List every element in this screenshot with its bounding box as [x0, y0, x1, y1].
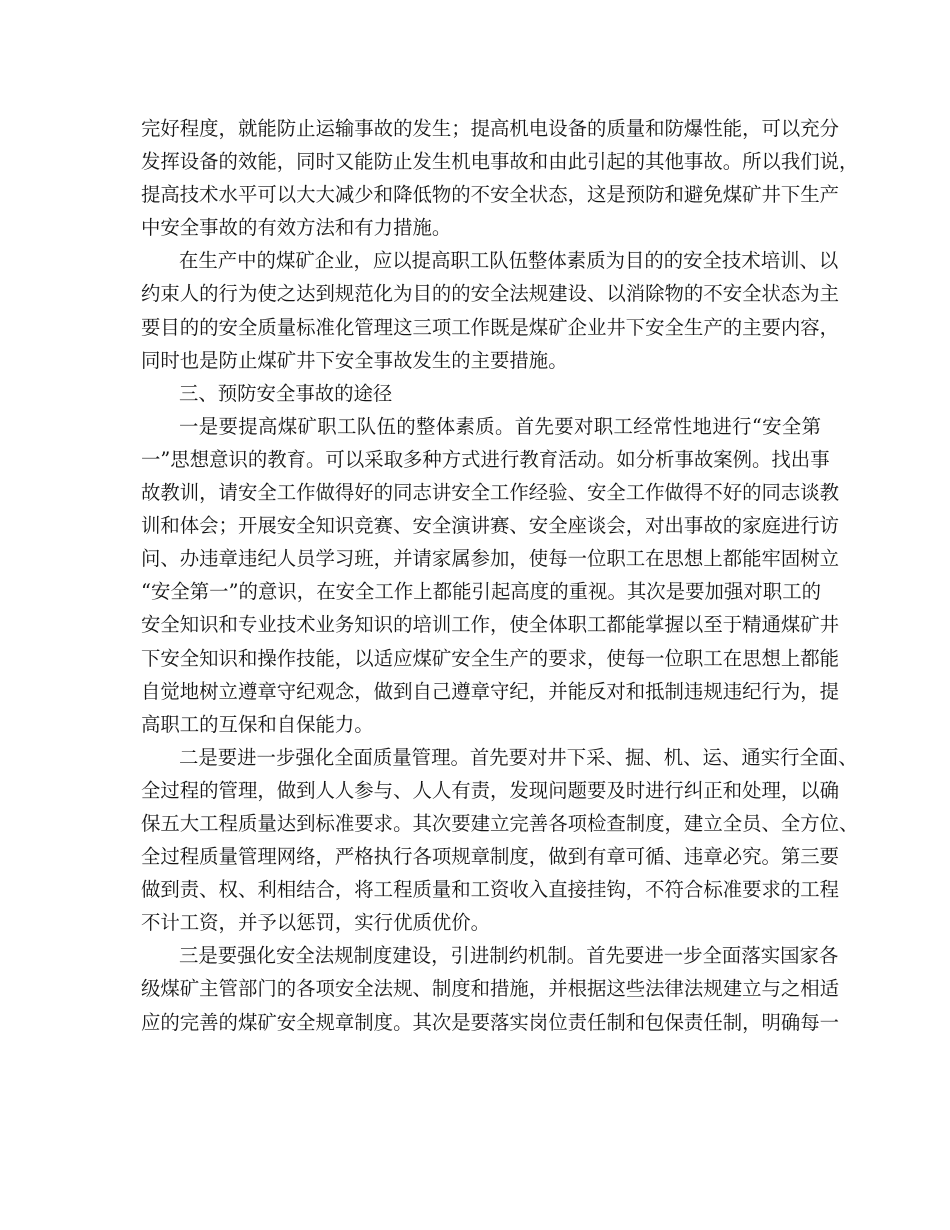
text-line: 一是要提高煤矿职工队伍的整体素质。首先要对职工经常性地进行“安全第 [179, 414, 821, 438]
text-line: 下安全知识和操作技能，以适应煤矿安全生产的要求，使每一位职工在思想上都能 [141, 646, 840, 670]
text-line: 一”思想意识的教育。可以采取多种方式进行教育活动。如分析事故案例。找出事 [141, 447, 830, 471]
text-line: 问、办违章违纪人员学习班，并请家属参加，使每一位职工在思想上都能牢固树立 [141, 547, 840, 571]
text-line: 不计工资，并予以惩罚，实行优质优价。 [141, 911, 491, 935]
text-line: 约束人的行为使之达到规范化为目的的安全法规建设、以消除物的不安全状态为主 [141, 282, 840, 306]
text-line: 提高技术水平可以大大减少和降低物的不安全状态，这是预防和避免煤矿井下生产 [141, 183, 840, 207]
text-line: 发挥设备的效能，同时又能防止发生机电事故和由此引起的其他事故。所以我们说， [141, 150, 859, 174]
text-line: 全过程的管理，做到人人参与、人人有责，发现问题要及时进行纠正和处理，以确 [141, 778, 840, 802]
text-line: 在生产中的煤矿企业，应以提高职工队伍整体素质为目的的安全技术培训、以 [179, 249, 839, 273]
text-line: 二是要进一步强化全面质量管理。首先要对井下采、掘、机、运、通实行全面、 [179, 745, 858, 769]
text-line: 三是要强化安全法规制度建设，引进制约机制。首先要进一步全面落实国家各 [179, 944, 839, 968]
text-line: 中安全事故的有效方法和有力措施。 [141, 216, 452, 240]
text-line: 自觉地树立遵章守纪观念，做到自己遵章守纪，并能反对和抵制违规违纪行为，提 [141, 679, 840, 703]
text-line: 应的完善的煤矿安全规章制度。其次是要落实岗位责任制和包保责任制，明确每一 [141, 1010, 840, 1034]
text-line: 故教训，请安全工作做得好的同志讲安全工作经验、安全工作做得不好的同志谈教 [141, 481, 840, 505]
text-line: 要目的的安全质量标准化管理这三项工作既是煤矿企业井下安全生产的主要内容， [141, 315, 840, 339]
text-line: 完好程度，就能防止运输事故的发生；提高机电设备的质量和防爆性能，可以充分 [141, 117, 840, 140]
text-line: “安全第一”的意识，在安全工作上都能引起高度的重视。其次是要加强对职工的 [141, 580, 821, 604]
text-line: 全过程质量管理网络，严格执行各项规章制度，做到有章可循、违章必究。第三要 [141, 845, 840, 869]
text-line: 三、预防安全事故的途径 [179, 381, 393, 405]
text-line: 安全知识和专业技术业务知识的培训工作，使全体职工都能掌握以至于精通煤矿井 [141, 613, 840, 637]
document-body [141, 112, 859, 1039]
text-line: 同时也是防止煤矿井下安全事故发生的主要措施。 [141, 348, 568, 372]
text-line: 级煤矿主管部门的各项安全法规、制度和措施，并根据这些法律法规建立与之相适 [141, 977, 840, 1001]
text-line: 做到责、权、利相结合，将工程质量和工资收入直接挂钩，不符合标准要求的工程 [141, 878, 840, 902]
text-line: 训和体会；开展安全知识竞赛、安全演讲赛、安全座谈会，对出事故的家庭进行访 [141, 514, 840, 538]
text-line: 保五大工程质量达到标准要求。其次要建立完善各项检查制度，建立全员、全方位、 [141, 811, 859, 835]
text-line: 高职工的互保和自保能力。 [141, 712, 374, 736]
